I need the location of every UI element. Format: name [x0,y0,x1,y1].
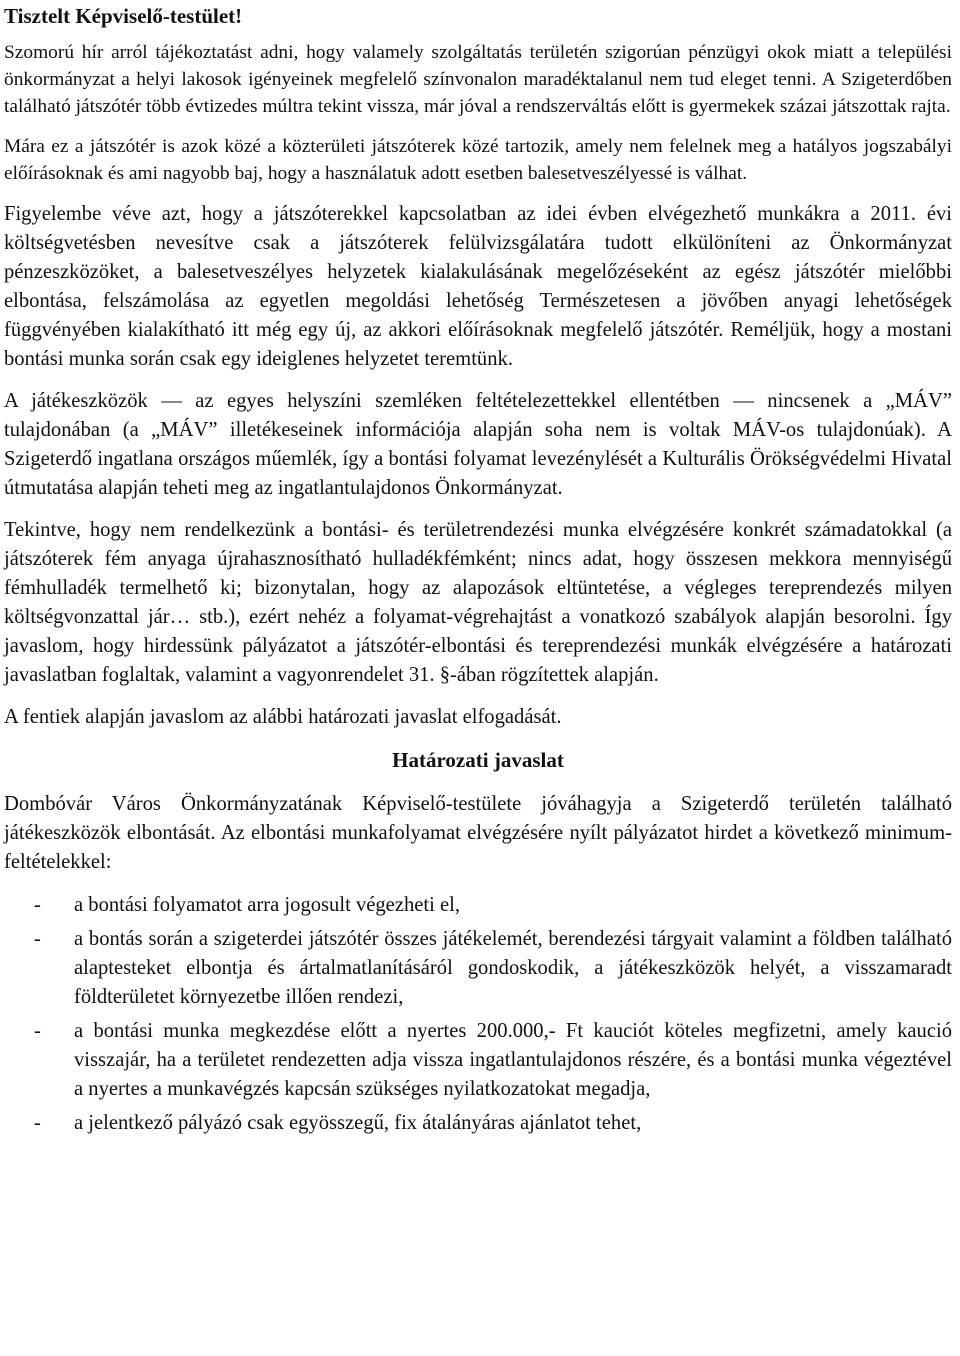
list-item [4,925,952,1012]
list-item-text: a bontási munka megkezdése előtt a nyertes 200.000,- Ft kauciót köteles megfizetni, amely kaució visszajár, ha a területet rendezetten adja vissza ingatlantulajdonos részére, és a bontási munka végeztével a nyertes a munkavégzés kapcsán szükséges nyilatkozatokat megadja, [74,1020,952,1100]
paragraph-ownership: A játékeszközök — az egyes helyszíni szemléken feltételezettekkel ellentétben — nincsenek a „MÁV” tulajdonában (a „MÁV” illetékeseinek információja alapján soha nem is voltak MÁV-os tulajdonúak). A Szigeterdő ingatlana országos műemlék, így a bontási folyamat levezénylését a Kulturális Örökségvédelmi Hivatal útmutatása alapján teheti meg az ingatlantulajdonos Önkormányzat. [4,390,952,499]
paragraph-intro: Szomorú hír arról tájékoztatást adni, hogy valamely szolgáltatás területén szigorúan pénzügyi okok miatt a települési önkormányzat a helyi lakosok igényeinek megfelelő színvonalon maradéktalanul nem tud eleget tenni. A Szigeterdőben található játszótér több évtizedes múltra tekint vissza, már jóval a rendszerváltás előtt is gyermekek százai játszottak rajta. [4,42,952,117]
list-dash: - [34,1020,41,1042]
list-item [4,1017,952,1104]
list-item-text: a jelentkező pályázó csak egyösszegű, fix átalányáras ajánlatot tehet, [74,1112,642,1134]
list-item [4,891,952,920]
paragraph-tender: Tekintve, hogy nem rendelkezünk a bontási- és területrendezési munka elvégzésére konkrét számadatokkal (a játszóterek fém anyaga újrahasznosítható hulladékfémként; nincs adat, hogy összesen mekkora mennyiségű fémhulladék termelhető ki; bizonytalan, hogy az alapozások eltüntetése, a végleges tereprendezés milyen költségvonzattal jár… stb.), ezért nehéz a folyamat-végrehajtást a vonatkozó szabályok alapján besorolni. Így javaslom, hogy hirdessünk pályázatot a játszótér-elbontási és tereprendezési munkák elvégzésére a határozati javaslatban foglaltak, valamint a vagyonrendelet 31. §-ában rögzítettek alapján. [4,519,952,686]
paragraph-playground-status: Mára ez a játszótér is azok közé a közterületi játszóterek közé tartozik, amely nem felelnek meg a hatályos jogszabályi előírásoknak és ami nagyobb baj, hogy a használatuk adott esetben balesetveszélyessé is válhat. [4,136,952,184]
list-item-text: a bontási folyamatot arra jogosult végezheti el, [74,894,461,916]
conditions-list [4,891,952,1138]
list-item-text: a bontás során a szigeterdei játszótér összes játékelemét, berendezési tárgyait valamint a földben található alaptesteket elbontja és ártalmatlanításáról gondoskodik, a játékeszközök helyét, a visszamaradt földterületet környezetbe illően rendezi, [74,928,952,1008]
resolution-intro: Dombóvár Város Önkormányzatának Képviselő-testülete jóváhagyja a Szigeterdő területén található játékeszközök elbontását. Az elbontási munkafolyamat elvégzésére nyílt pályázatot hirdet a következő minimum-feltételekkel: [4,793,952,873]
list-dash: - [34,1112,41,1134]
salutation-heading: Tisztelt Képviselő-testület! [4,4,243,28]
paragraph-budget: Figyelembe véve azt, hogy a játszóterekkel kapcsolatban az idei évben elvégezhető munkákra a 2011. évi költségvetésben nevesítve csak a játszóterek felülvizsgálatára tudott elkülöníteni az Önkormányzat pénzeszközöket, a balesetveszélyes helyzetek kialakulásának megelőzéseként az egész játszótér mielőbbi elbontása, felszámolása az egyetlen megoldási lehetőség Természetesen a jövőben anyagi lehetőségek függvényében kialakítható itt még egy új, az akkori előírásoknak megfelelő játszótér. Reméljük, hogy a mostani bontási munka során csak egy ideiglenes helyzetet teremtünk. [4,203,952,370]
resolution-title: Határozati javaslat [392,748,564,772]
list-dash: - [34,928,41,950]
list-dash: - [34,894,41,916]
paragraph-proposal: A fentiek alapján javaslom az alábbi határozati javaslat elfogadását. [4,706,562,728]
list-item [4,1109,952,1138]
